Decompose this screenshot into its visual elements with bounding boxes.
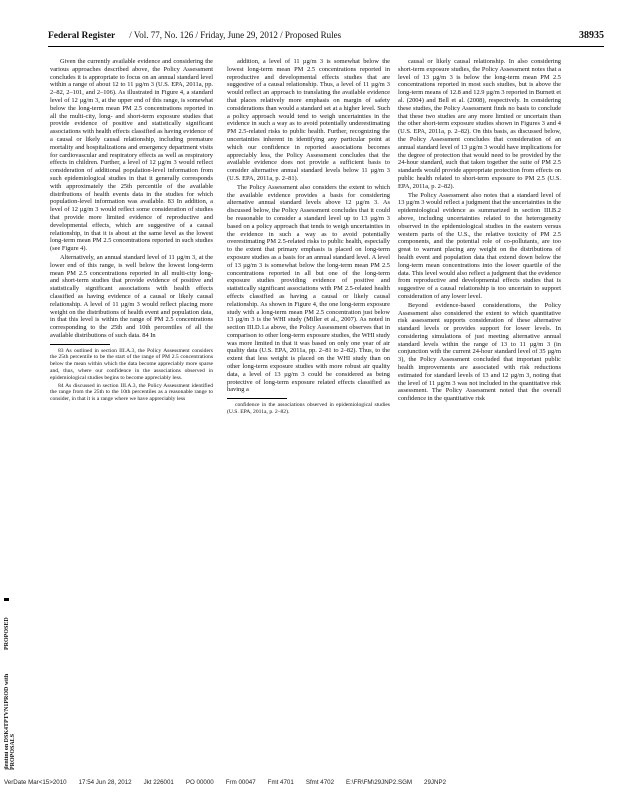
paragraph: causal or likely causal relationship. In also considering short-term exposure studies, the Policy Assessment notes that a level of 13 µg/m 3 is below the long-term mean PM 2.5 concentrations reported in most such studies, but is above the long-term means of 12.8 and 12.9 µg/m 3 reported in Burnett et al. (2004) and Bell et al. (2008), respectively. In considering these studies, the Policy Assessment finds no basis to conclude that these two studies are any more limited or uncertain than the other short-term exposure studies shown in Figures 3 and 4 (U.S. EPA, 2011a, p. 2–82). On this basis, as discussed below, the Policy Assessment concludes that consideration of an annual standard level of 13 µg/m 3 would have implications for the degree of protection that would need to be provided by the 24-hour standard, such that taken together the suite of PM 2.5 standards would provide appropriate protection from effects on public health related to short-term exposure to PM 2.5 (U.S. EPA, 2011a, p. 2–82). [398, 58, 561, 190]
page-footer [4, 776, 604, 788]
paragraph: Given the currently available evidence and considering the various approaches described above, the Policy Assessment concludes it is appropriate to focus on an annual standard level within a range of about 12 to 11 µg/m 3 (U.S. EPA, 2011a, pp. 2–82, 2–101, and 2–106). As illustrated in Figure 4, a standard level of 12 µg/m 3, at the upper end of this range, is somewhat below the long-term mean PM 2.5 concentrations reported in all the multi-city, long- and short-term exposure studies that provide evidence of positive and statistically significant associations with health effects classified as having evidence of a causal or likely causal relationship, including premature mortality and hospitalizations and emergency department visits for cardiovascular and respiratory effects as well as respiratory effects in children. Further, a level of 12 µg/m 3 would reflect consideration of additional population-level information from such epidemiological studies in that it generally corresponds with approximately the 25th percentile of the available distributions of health events data in the studies for which population-level information was available. 83 In addition, a level of 12 µg/m 3 would reflect some consideration of studies that provide more limited evidence of reproductive and developmental effects, which are suggestive of a causal relationship, in that it is about at the same level as the lowest long-term mean PM 2.5 concentrations reported in such studies (see Figure 4). [50, 58, 213, 253]
footer-frm: Frm 00047 [225, 778, 256, 786]
paragraph: addition, a level of 11 µg/m 3 is somewhat below the lowest long-term mean PM 2.5 concentrations reported in reproductive and developmental effects studies that are suggestive of a causal relationship. Thus, a level of 11 µg/m 3 would reflect an approach to translating the available evidence that places relatively more emphasis on margin of safety considerations than would a standard set at a higher level. Such a policy approach would tend to weigh uncertainties in the evidence in such a way as to avoid potentially underestimating PM 2.5-related risks to public health. Further, recognizing the uncertainties inherent in identifying any particular point at which our confidence in reported associations becomes appreciably less, the Policy Assessment concludes that the available evidence does not provide a sufficient basis to consider alternative annual standard levels below 11 µg/m 3 (U.S. EPA, 2011a, p. 2–81). [227, 58, 390, 182]
footer-code: 29JNP2 [424, 778, 447, 786]
column-2 [227, 58, 390, 417]
footnote-83: 83 As outlined in section III.A.3, the Policy Assessment considers the 25th percentile to be the start of the range of PM 2.5 concentrations below the mean within which the data become appreciably more sparse and, thus, where our confidence in the associations observed in epidemiological studies begins to become appreciably less. [50, 347, 213, 381]
footnote-continued: confidence in the associations observed in epidemiological studies (U.S. EPA, 2011a, p. 2–82). [227, 402, 390, 416]
footer-sfmt: Sfmt 4702 [305, 778, 335, 786]
issue-line: / Vol. 77, No. 126 / Friday, June 29, 2012 / Proposed Rules [129, 30, 342, 40]
publication-title: Federal Register [48, 31, 116, 41]
column-1 [50, 58, 213, 404]
page-number: 38935 [579, 30, 604, 41]
footnote-rule [50, 344, 110, 345]
paragraph: The Policy Assessment also considers the extent to which the available evidence provides a basis for considering alternative annual standard levels above 12 µg/m 3. As discussed below, the Policy Assessment concludes that it could be reasonable to consider a standard level up to 13 µg/m 3 based on a policy approach that tends to weigh uncertainties in the evidence in such a way as to avoid potentially overestimating PM 2.5-related risks to public health, especially to the extent that primary emphasis is placed on long-term exposure studies as a basis for an annual standard level. A level of 13 µg/m 3 is somewhat below the long-term mean PM 2.5 concentrations reported in all but one of the long-term exposure studies providing evidence of positive and statistically significant associations with PM 2.5-related health effects classified as having a causal or likely causal relationship. As shown in Figure 4, the one long-term exposure study with a long-term mean PM 2.5 concentration just below 13 µg/m 3 is the WHI study (Miller et al., 2007). As noted in section III.D.1.a above, the Policy Assessment observes that in comparison to other long-term exposure studies, the WHI study was more limited in that it was based on only one year of air quality data (U.S. EPA, 2011a, pp. 2–81 to 2–82). Thus, to the extent that less weight is placed on the WHI study than on other long-term exposure studies with more robust air quality data, a level of 13 µg/m 3 could be considered as being protective of long-term exposure related effects classified as having a [227, 183, 390, 394]
footer-verdate: VerDate Mar<15>2010 [4, 778, 67, 786]
column-3 [398, 58, 561, 404]
footer-time: 17:54 Jun 28, 2012 [78, 778, 132, 786]
footer-jkt: Jkt 226001 [143, 778, 174, 786]
margin-label-lower: jlentini on DSK4TPTVN1PROD with PROPOSALS [4, 673, 16, 770]
margin-label-upper: PROPOSED [4, 617, 10, 650]
footnote-84: 84 As discussed in section III.A.3, the Policy Assessment identified the range from the 25th to the 10th percentiles as a reasonable range to consider, in that it is a range where we have appreciably less [50, 382, 213, 403]
footnote-rule [227, 398, 287, 399]
header-rule [48, 46, 604, 47]
paragraph: Alternatively, an annual standard level of 11 µg/m 3, at the lower end of this range, is well below the lowest long-term mean PM 2.5 concentrations reported in all multi-city long- and short-term studies that provide evidence of positive and statistically significant associations with health effects classified as having evidence of a causal or likely causal relationship. A level of 11 µg/m 3 would reflect placing more weight on the distributions of health event and population data, in that this level is within the range of PM 2.5 concentrations corresponding to the 25th and 10th percentiles of all the available distributions of such data. 84 In [50, 253, 213, 339]
footer-file: E:\FR\FM\29JNP2.SGM [346, 778, 413, 786]
page-header [48, 30, 604, 46]
paragraph: Beyond evidence-based considerations, the Policy Assessment also considered the extent to which quantitative risk assessment supports consideration of these alternative standard levels or provides support for lower levels. In considering simulations of just meeting alternative annual standard levels within the range of 13 to 11 µg/m 3 (in conjunction with the current 24-hour standard level of 35 µg/m 3), the Policy Assessment concluded that important public health improvements are associated with risk reductions estimated for standard levels of 13 and 12 µg/m 3, noting that the level of 11 µg/m 3 was not included in the quantitative risk assessment. The Policy Assessment noted that the overall confidence in the quantitative risk [398, 301, 561, 403]
footer-po: PO 00000 [185, 778, 214, 786]
footer-fmt: Fmt 4701 [267, 778, 294, 786]
paragraph: The Policy Assessment also notes that a standard level of 13 µg/m 3 would reflect a judgment that the uncertainties in the epidemiological evidence as summarized in section III.B.2 above, including uncertainties related to the heterogeneity observed in the epidemiological studies in the eastern versus western parts of the U.S., the relative toxicity of PM 2.5 components, and the potential role of co-pollutants, are too great to warrant placing any weight on the distributions of health event and population data that extend down below the long-term mean concentrations into the lower quartile of the data. This level would also reflect a judgment that the evidence from reproductive and developmental effects studies that is suggestive of a causal relationship is too uncertain to support consideration of any lower level. [398, 191, 561, 300]
